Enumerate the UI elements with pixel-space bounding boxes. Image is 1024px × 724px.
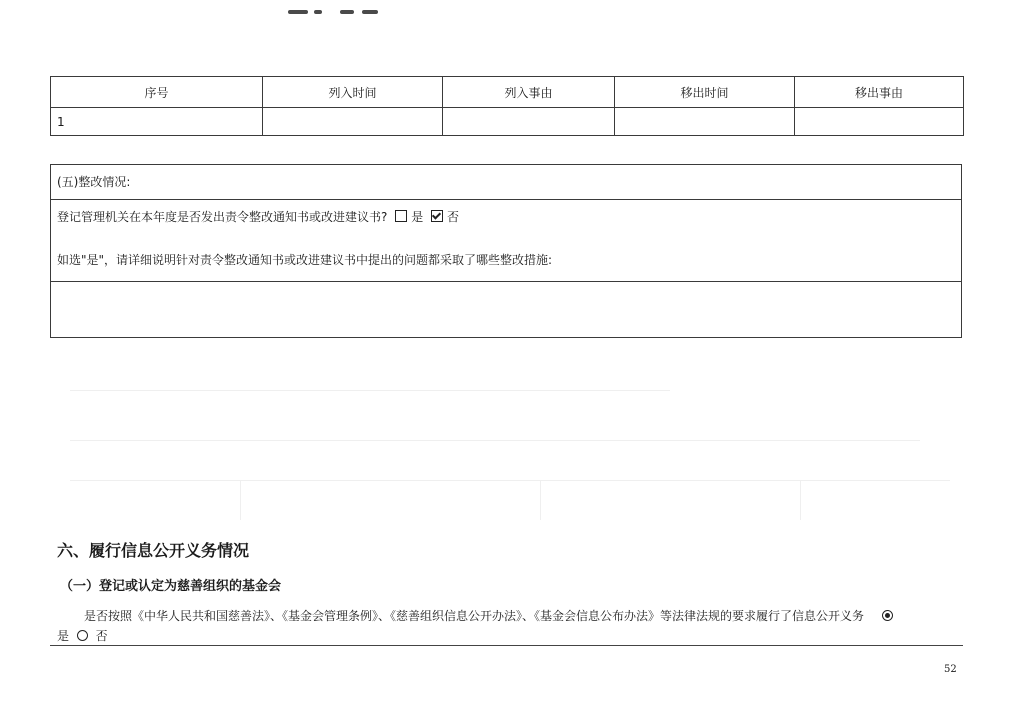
answer-divider bbox=[51, 281, 961, 282]
table-row bbox=[51, 108, 964, 136]
list-table bbox=[50, 76, 964, 136]
rectification-question-line bbox=[57, 208, 459, 225]
no-radio[interactable] bbox=[77, 630, 88, 641]
section-heading: 六、履行信息公开义务情况 bbox=[57, 541, 250, 560]
section-subheading: （一）登记或认定为慈善组织的基金会 bbox=[60, 579, 282, 594]
column-header-remove-reason: 移出事由 bbox=[795, 77, 964, 108]
yes-label: 是 bbox=[411, 210, 424, 224]
no-checkbox[interactable] bbox=[431, 210, 443, 222]
rectification-followup: 如选"是"，请详细说明针对责令整改通知书或改进建议书中提出的问题都采取了哪些整改措施: bbox=[57, 253, 553, 267]
yes-label: 是 bbox=[57, 629, 70, 643]
footer-rule bbox=[50, 645, 963, 646]
column-header-serial: 序号 bbox=[51, 77, 263, 108]
table-cell bbox=[443, 108, 615, 136]
table-cell: 1 bbox=[51, 108, 263, 136]
rectification-answer-area[interactable] bbox=[57, 289, 955, 331]
scan-artifact bbox=[288, 4, 378, 18]
yes-radio[interactable] bbox=[882, 610, 893, 621]
rectification-title: (五)整改情况: bbox=[51, 165, 961, 200]
column-header-list-reason: 列入事由 bbox=[443, 77, 615, 108]
disclosure-question: 是否按照《中华人民共和国慈善法》、《基金会管理条例》、《慈善组织信息公开办法》、《基金会信息公布办法》等法律法规的要求履行了信息公开义务 bbox=[84, 609, 865, 623]
page-number: 52 bbox=[944, 664, 957, 675]
table-cell bbox=[615, 108, 795, 136]
bleed-through-artifact bbox=[60, 380, 960, 530]
table-cell bbox=[263, 108, 443, 136]
disclosure-question-line bbox=[84, 607, 897, 624]
table-cell bbox=[795, 108, 964, 136]
yes-checkbox[interactable] bbox=[395, 210, 407, 222]
column-header-list-time: 列入时间 bbox=[263, 77, 443, 108]
no-label: 否 bbox=[95, 629, 108, 643]
column-header-remove-time: 移出时间 bbox=[615, 77, 795, 108]
no-label: 否 bbox=[447, 210, 460, 224]
rectification-box bbox=[50, 164, 962, 338]
table-header-row bbox=[51, 77, 964, 108]
rectification-question: 登记管理机关在本年度是否发出责令整改通知书或改进建议书? bbox=[57, 210, 388, 224]
disclosure-options-line bbox=[57, 627, 108, 644]
